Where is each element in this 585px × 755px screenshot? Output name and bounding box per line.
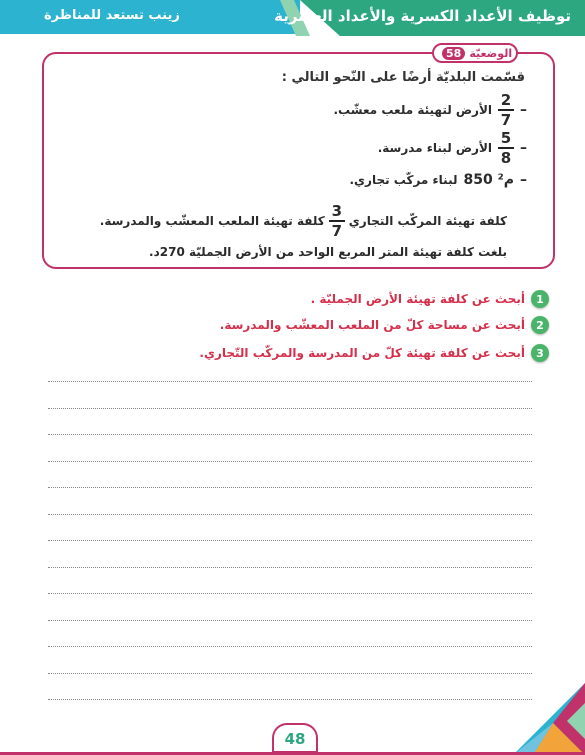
answer-line [48,593,532,594]
item-text: الأرض لبناء مدرسة. [377,141,492,155]
corner-decoration [493,663,585,755]
question-text: أبحث عن مساحة كلّ من الملعب المعشّب والمدرسة. [219,318,525,332]
answer-line [48,434,532,435]
fraction [498,92,514,128]
item-text: الأرض لتهيئة ملعب معشّب. [333,103,492,117]
answer-line [48,646,532,647]
answer-line [48,567,532,568]
cost-prefix: كلفة تهيئة المركّب التجاري [348,214,507,228]
question-number-badge: 1 [531,290,549,308]
problem-intro: قسّمت البلديّة أرضًا على النّحو التالي : [281,70,525,85]
answer-line [48,699,532,700]
answer-line [48,514,532,515]
fraction-denominator: 7 [331,222,342,240]
problem-item [378,130,527,166]
question-item [220,316,549,334]
fraction-denominator: 7 [500,111,512,129]
problem-item [333,92,527,128]
answer-line [48,673,532,674]
fraction-numerator: 3 [331,202,342,220]
answer-line [48,381,532,382]
answer-line [48,620,532,621]
question-number-badge: 2 [531,316,549,334]
question-item [311,290,549,308]
fraction [329,203,345,239]
cost-statement [100,203,507,239]
problem-item [349,172,527,188]
answer-line [48,540,532,541]
answer-line [48,461,532,462]
cost-suffix: كلفة تهيئة الملعب المعشّب والمدرسة. [99,214,325,228]
question-text: أبحث عن كلفة تهيئة كلّ من المدرسة والمركّب التّجاري. [199,346,525,360]
price-statement: بلغت كلفة تهيئة المتر المربع الواحد من الأرض الجمليّة 270د. [149,245,507,259]
question-text: أبحث عن كلفة تهيئة الأرض الجمليّة . [310,292,525,306]
question-item [199,344,549,362]
item-dash: – [520,172,527,188]
page-number: 48 [272,723,318,753]
question-number-badge: 3 [531,344,549,362]
series-title: زينب تستعد للمناظرة [44,8,180,23]
item-dash: – [520,102,527,118]
chapter-title: توظيف الأعداد الكسرية والأعداد العشرية [274,7,571,25]
fraction-numerator: 5 [500,129,512,147]
fraction [498,130,514,166]
area-value: 850 م² [463,172,514,188]
item-dash: – [520,140,527,156]
situation-label: الوضعيّة [469,46,513,60]
fraction-denominator: 8 [500,149,512,167]
page-header [0,0,585,36]
situation-number: 58 [442,47,465,60]
answer-line [48,487,532,488]
situation-badge [432,43,518,63]
fraction-numerator: 2 [500,91,512,109]
answer-line [48,408,532,409]
item-text: لبناء مركّب تجاري. [349,173,458,187]
